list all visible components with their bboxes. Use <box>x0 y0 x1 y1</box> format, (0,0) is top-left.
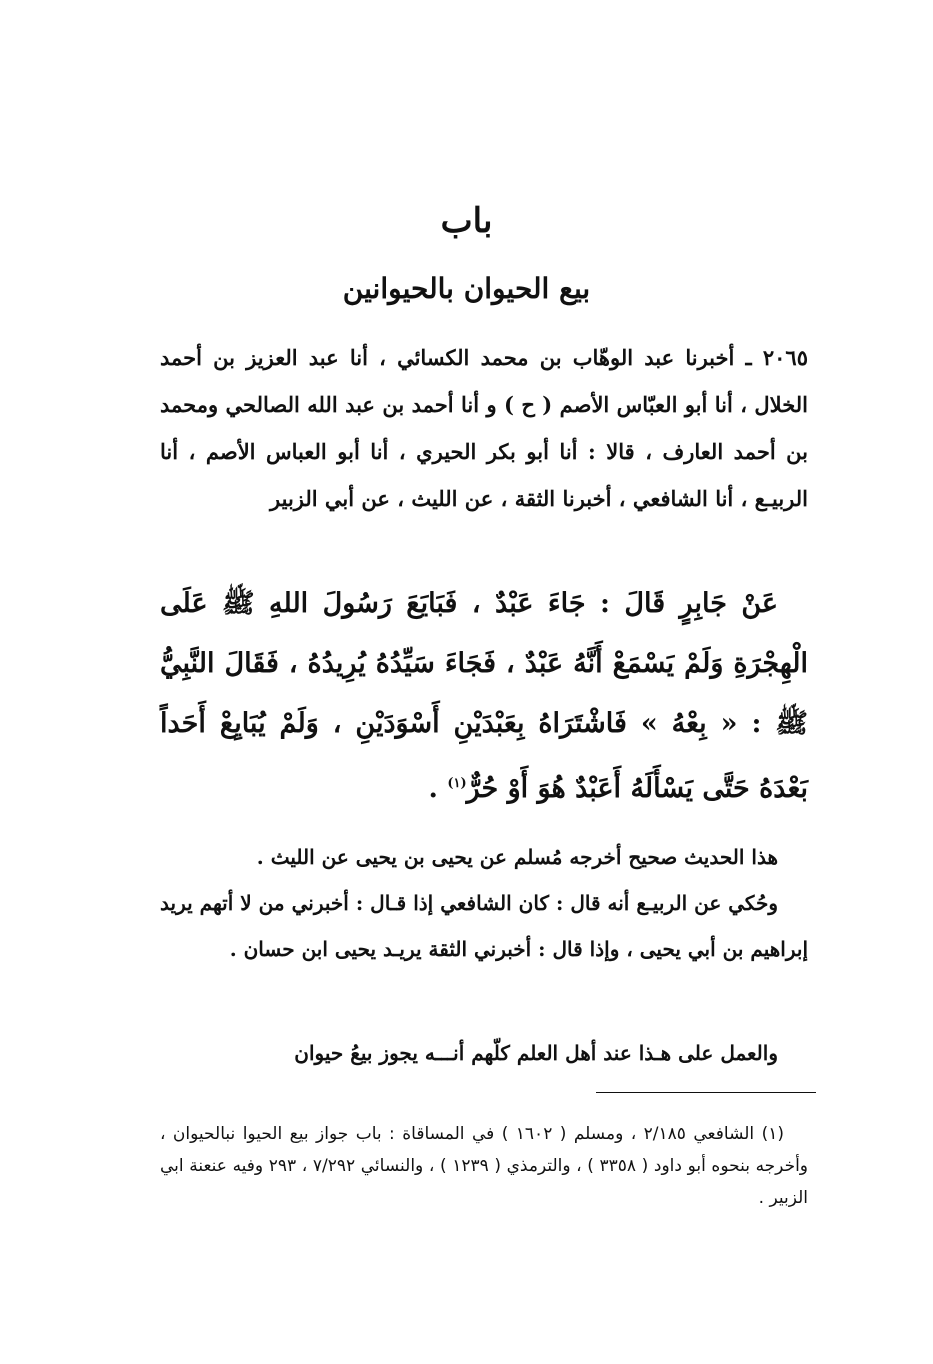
commentary <box>160 834 808 972</box>
hadith-isnad: ٢٠٦٥ ـ أخبرنا عبد الوهّاب بن محمد الكسائي ، أنا عبد العزيز بن أحمد الخلال ، أنا أبو العبّاس الأصم ( ح ) و أنا أحمد بن عبد الله الصالحي ومحمد بن أحمد العارف ، قالا : أنا أبو بكر الحيري ، أنا أبو العباس الأصم ، أنا الربيـع ، أنا الشافعي ، أخبرنا الثقة ، عن الليث ، عن أبي الزبير <box>160 345 808 511</box>
chapter-title: باب <box>440 201 493 241</box>
hadith-matn-end: . <box>428 773 448 804</box>
footnotes <box>160 1118 808 1214</box>
section-title: بيع الحيوان بالحيوانين <box>342 272 591 305</box>
commentary-paragraph-3: والعمل على هـذا عند أهل العلم كلّهم أنـــه يجوز بيعُ حيوان <box>294 1041 778 1065</box>
commentary-paragraph-2: وحُكي عن الربيـع أنه قال : كان الشافعي إذا قـال : أخبرني من لا أتهم يريد إبراهيم بن أبي يحيى ، وإذا قال : أخبرني الثقة يريـد يحيى ابن حسان . <box>160 891 808 961</box>
hadith-matn-text: عَنْ جَابِرٍ قَالَ : جَاءَ عَبْدٌ ، فَبَايَعَ رَسُولَ اللهِ ﷺ عَلَى الْهِجْرَةِ وَلَمْ يَسْمَعْ أَنَّهُ عَبْدٌ ، فَجَاءَ سَيِّدُهُ يُرِيدُهُ ، فَقَالَ النَّبِيُّ ﷺ : « بِعْهُ » فَاشْتَرَاهُ بِعَبْدَيْنِ أَسْوَدَيْنِ ، وَلَمْ يُبَايِعْ أَحَداً بَعْدَهُ حَتَّى يَسْأَلَهُ أَعَبْدٌ هُوَ أَوْ حُرٌّ <box>160 588 808 804</box>
footnote-ref[interactable]: (١) <box>447 776 467 791</box>
footnote-divider <box>596 1092 816 1093</box>
footnote-1: (١) الشافعي ٢/١٨٥ ، ومسلم ( ١٦٠٢ ) في المساقاة : باب جواز بيع الحيوا نبالحيوان ، وأخرجه بنحوه أبو داود ( ٣٣٥٨ ) ، والترمذي ( ١٢٣٩ ) ، والنسائي ٧/٢٩٢ ، ٢٩٣ وفيه عنعنة ابي الزبير . <box>160 1124 809 1208</box>
commentary-paragraph-1: هذا الحديث صحيح أخرجه مُسلم عن يحيى بن يحيى عن الليث . <box>256 845 778 869</box>
hadith-matn <box>160 574 808 819</box>
